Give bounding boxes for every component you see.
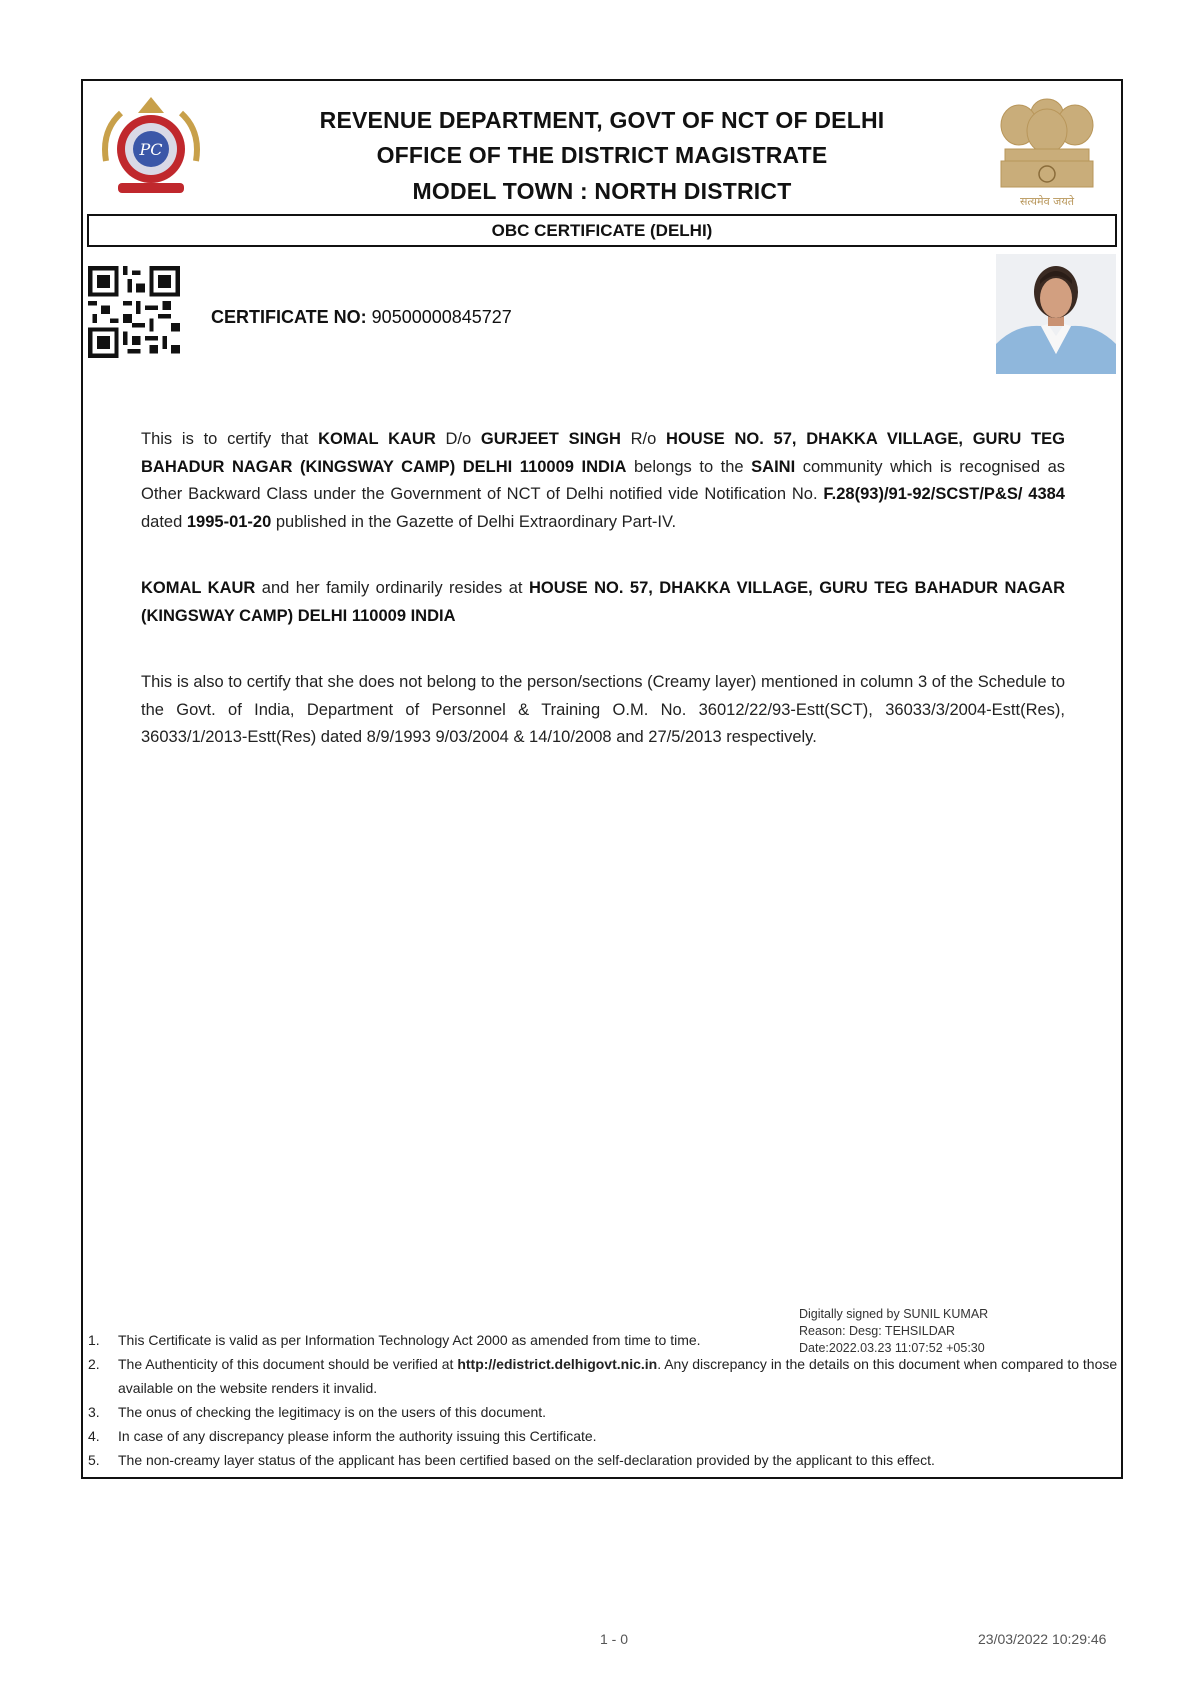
note-item: 4. In case of any discrepancy please inform the authority issuing this Certificate. — [88, 1428, 597, 1444]
note-item: 3. The onus of checking the legitimacy is on the users of this document. — [88, 1404, 547, 1420]
note-item: 1. This Certificate is valid as per Information Technology Act 2000 as amended from time to time. — [88, 1332, 701, 1348]
certificate-number-value: 90500000845727 — [371, 307, 512, 327]
emblem-motto: सत्यमेव जयते — [1019, 195, 1075, 208]
office-heading: OFFICE OF THE DISTRICT MAGISTRATE — [376, 142, 828, 168]
print-timestamp: 23/03/2022 10:29:46 — [978, 1631, 1107, 1647]
qr-code-icon — [88, 266, 180, 358]
notes-list — [88, 1328, 1118, 1472]
department-heading: REVENUE DEPARTMENT, GOVT OF NCT OF DELHI — [319, 107, 885, 133]
applicant-photo — [996, 254, 1116, 374]
notification-number: F.28(93)/91-92/SCST/P&S/ 4384 — [823, 485, 1065, 503]
applicant-name: KOMAL KAUR — [318, 430, 436, 448]
certificate-header — [81, 79, 1123, 214]
verification-link[interactable]: http://edistrict.delhigovt.nic.in — [457, 1356, 658, 1372]
notification-date: 1995-01-20 — [186, 512, 272, 531]
creamy-layer-paragraph: This is also to certify that she does not belong to the person/sections (Creamy layer) mentioned in column 3 of the Schedule to the Govt. of India, Department of Personnel & Training O.M. No. 36012/22/93-Estt(SCT), 36033/3/2004-Estt(Res), 36033/1/2013-Estt(Res) dated 8/9/1993 9/03/2004 & 14/10/2008 and 27/5/2013 respectively. — [141, 673, 1065, 746]
certificate-number — [211, 307, 512, 328]
national-emblem-icon — [983, 91, 1111, 211]
note-item: 5. The non-creamy layer status of the applicant has been certified based on the self-declaration provided by the applicant to this effect. — [88, 1452, 935, 1468]
certificate-title: OBC CERTIFICATE (DELHI) — [87, 214, 1117, 247]
certification-paragraph: This is to certify that KOMAL KAUR D/o GURJEET SINGH R/o HOUSE NO. 57, DHAKKA VILLAGE, GURU TEG BAHADUR NAGAR (KINGSWAY CAMP) DELHI 110009 INDIA belongs to the SAINI community which is recognised as Other Backward Class under the Government of NCT of Delhi notified vide Notification No. F.28(93)/91-92/SCST/P&S/ 4384 dated 1995-01-20 published in the Gazette of Delhi Extraordinary Part-IV. — [141, 430, 1065, 531]
digital-signature: Digitally signed by SUNIL KUMAR Reason: Desg: TEHSILDAR Date:2022.03.23 11:07:52 +05:30 — [799, 1307, 989, 1355]
certificate-number-label: CERTIFICATE NO: — [211, 307, 367, 327]
residence-paragraph: KOMAL KAUR and her family ordinarily resides at HOUSE NO. 57, DHAKKA VILLAGE, GURU TEG BAHADUR NAGAR (KINGSWAY CAMP) DELHI 110009 INDIA — [141, 579, 1065, 625]
page-number: 1 - 0 — [600, 1631, 629, 1647]
father-name: GURJEET SINGH — [480, 430, 621, 448]
district-heading: MODEL TOWN : NORTH DISTRICT — [412, 178, 792, 204]
community-name: SAINI — [751, 457, 796, 476]
certificate-border — [81, 79, 1123, 1479]
note-item: 2. The Authenticity of this document should be verified at http://edistrict.delhigovt.nic.in. Any discrepancy in the details on this document when compared to those available on the website renders it invalid. — [88, 1356, 1118, 1396]
applicant-address: HOUSE NO. 57, DHAKKA VILLAGE, GURU TEG BAHADUR NAGAR (KINGSWAY CAMP) DELHI 110009 INDIA — [141, 430, 1065, 476]
svg-text:PC: PC — [139, 140, 163, 159]
